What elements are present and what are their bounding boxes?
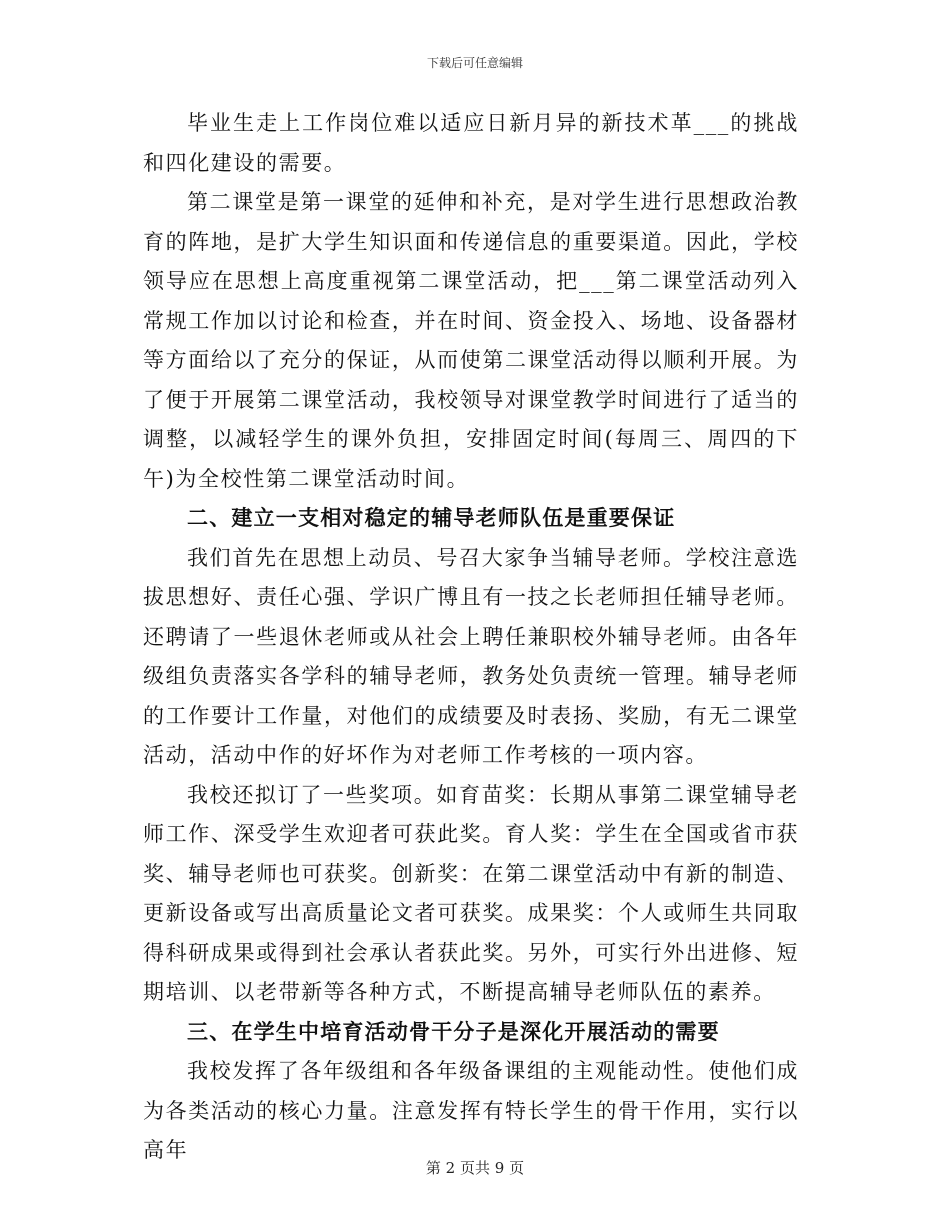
paragraph-1: 毕业生走上工作岗位难以适应日新月异的新技术革___的挑战和四化建设的需要。 (143, 111, 799, 175)
paragraph-2: 第二课堂是第一课堂的延伸和补充，是对学生进行思想政治教育的阵地，是扩大学生知识面和传递信息的重要渠道。因此，学校领导应在思想上高度重视第二课堂活动，把___第二课堂活动列入常规工作加以讨论和检查，并在时间、资金投入、场地、设备器材等方面给以了充分的保证，从而使第二课堂活动得以顺利开展。为了便于开展第二课堂活动，我校领导对课堂教学时间进行了适当的调整，以减轻学生的课外负担，安排固定时间(每周三、周四的下午)为全校性第二课堂活动时间。 (143, 190, 799, 491)
paragraph-4: 我校还拟订了一些奖项。如育苗奖：长期从事第二课堂辅导老师工作、深受学生欢迎者可获此奖。育人奖：学生在全国或省市获奖、辅导老师也可获奖。创新奖：在第二课堂活动中有新的制造、更新设备或写出高质量论文者可获奖。成果奖：个人或师生共同取得科研成果或得到社会承认者获此奖。另外，可实行外出进修、短期培训、以老带新等各种方式，不断提高辅导老师队伍的素养。 (143, 782, 799, 1004)
section-heading-3: 三、在学生中培育活动骨干分子是深化开展活动的需要 (187, 1019, 720, 1044)
page-header: 下载后可任意编辑 (426, 56, 523, 70)
section-heading-2: 二、建立一支相对稳定的辅导老师队伍是重要保证 (187, 506, 676, 530)
document-body (143, 104, 799, 1171)
page-number: 第 2 页共 9 页 (425, 1159, 525, 1177)
paragraph-5: 我校发挥了各年级组和各年级备课组的主观能动性。使他们成为各类活动的核心力量。注意发挥有特长学生的骨干作用，实行以高年 (143, 1059, 799, 1162)
paragraph-3: 我们首先在思想上动员、号召大家争当辅导老师。学校注意选拔思想好、责任心强、学识广博且有一技之长老师担任辅导老师。还聘请了一些退休老师或从社会上聘任兼职校外辅导老师。由各年级组负责落实各学科的辅导老师，教务处负责统一管理。辅导老师的工作要计工作量，对他们的成绩要及时表扬、奖励，有无二课堂活动，活动中作的好坏作为对老师工作考核的一项内容。 (143, 545, 799, 767)
